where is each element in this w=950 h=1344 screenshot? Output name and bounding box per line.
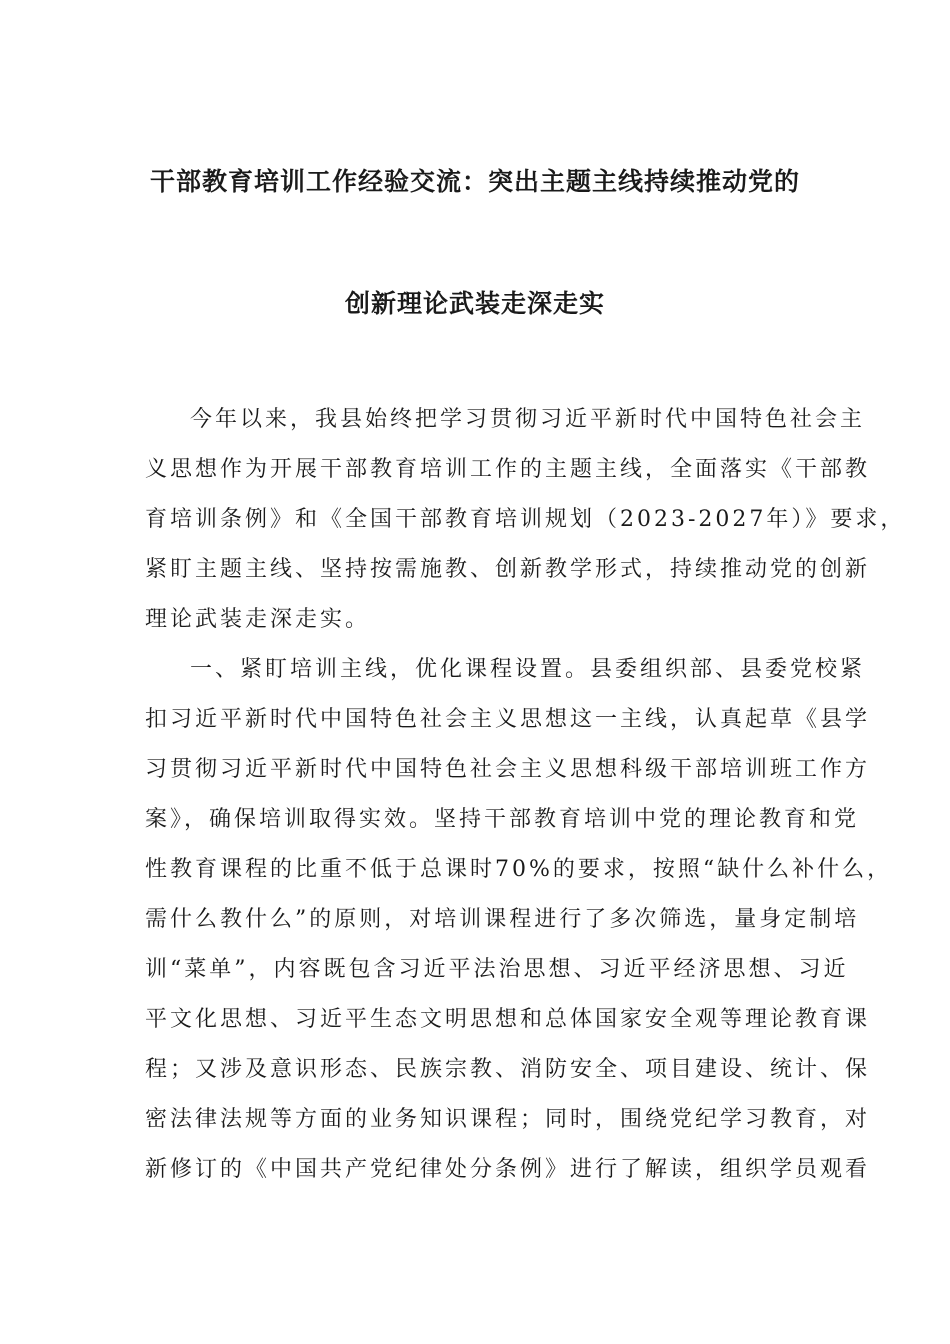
- paragraph-line: 平文化思想、习近平生态文明思想和总体国家安全观等理论教育课: [145, 1007, 871, 1032]
- paragraph-line: 新修订的《中国共产党纪律处分条例》进行了解读，组织学员观看: [145, 1157, 871, 1182]
- paragraph-line: 案》，确保培训取得实效。坚持干部教育培训中党的理论教育和党: [145, 807, 860, 832]
- document-title-line-1: 干部教育培训工作经验交流：突出主题主线持续推动党的: [149, 167, 800, 196]
- paragraph-line: 扣习近平新时代中国特色社会主义思想这一主线，认真起草《县学: [145, 707, 871, 732]
- paragraph-line: 育培训条例》和《全国干部教育培训规划（2023-2027年）》要求，: [145, 507, 906, 532]
- paragraph-line: 程；又涉及意识形态、民族宗教、消防安全、项目建设、统计、保: [145, 1057, 871, 1082]
- paragraph-line: 义思想作为开展干部教育培训工作的主题主线，全面落实《干部教: [145, 457, 871, 482]
- paragraph-line: 一、紧盯培训主线，优化课程设置。县委组织部、县委党校紧: [190, 657, 866, 682]
- paragraph-line: 紧盯主题主线、坚持按需施教、创新教学形式，持续推动党的创新: [145, 557, 871, 582]
- paragraph-line: 习贯彻习近平新时代中国特色社会主义思想科级干部培训班工作方: [145, 757, 871, 782]
- document-title-line-2: 创新理论武装走深走实: [344, 289, 605, 318]
- paragraph-line: 理论武装走深走实。: [145, 607, 371, 632]
- paragraph-line: 今年以来，我县始终把学习贯彻习近平新时代中国特色社会主: [190, 407, 866, 432]
- paragraph-line: 性教育课程的比重不低于总课时70%的要求，按照“缺什么补什么，: [145, 857, 893, 882]
- paragraph-line: 需什么教什么”的原则，对培训课程进行了多次筛选，量身定制培: [145, 907, 860, 932]
- paragraph-line: 密法律法规等方面的业务知识课程；同时，围绕党纪学习教育，对: [145, 1107, 871, 1132]
- paragraph-line: 训“菜单”，内容既包含习近平法治思想、习近平经济思想、习近: [145, 957, 849, 982]
